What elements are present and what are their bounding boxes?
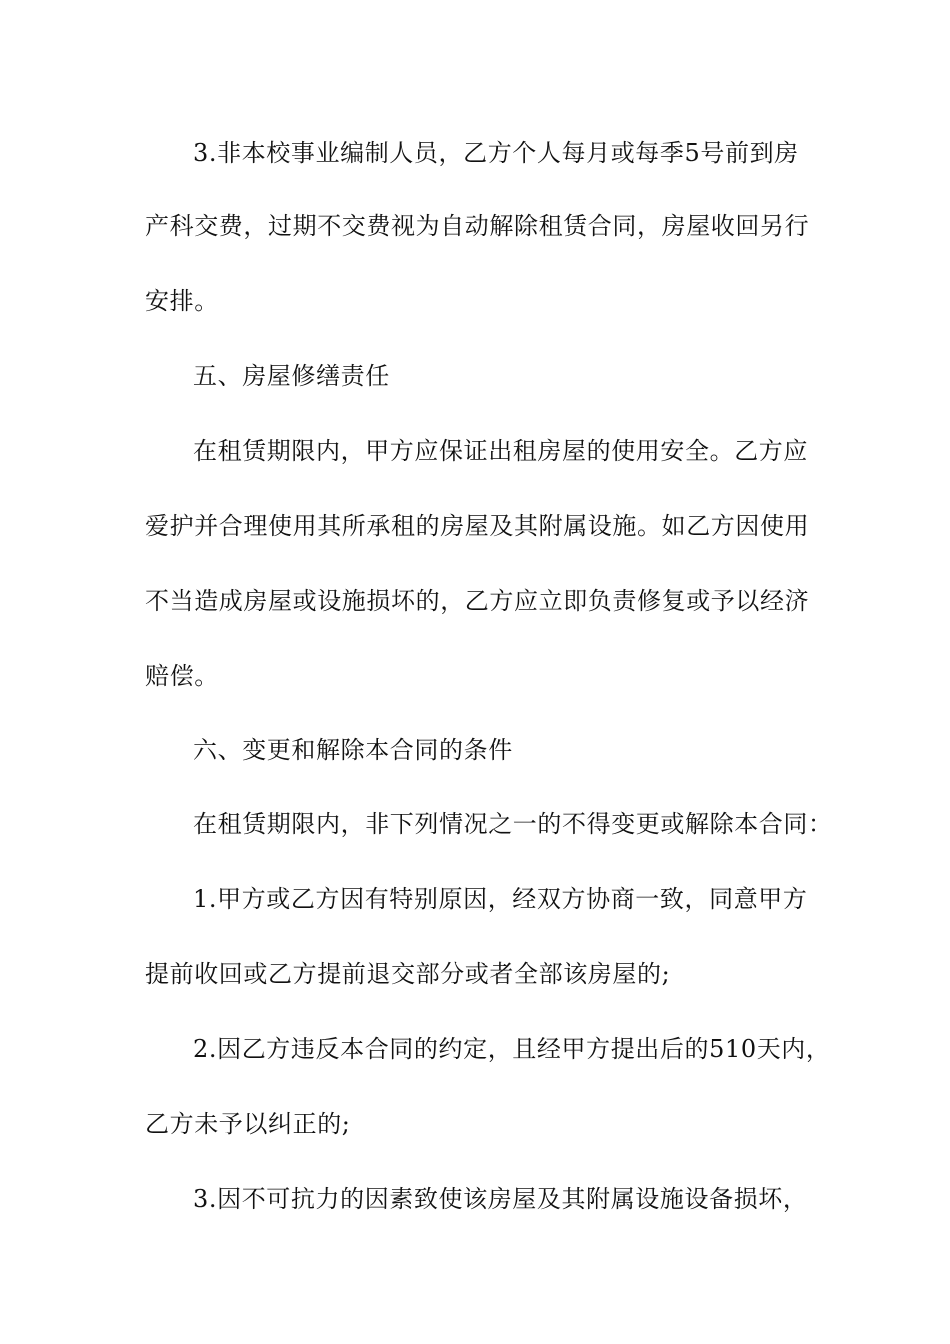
paragraph-line-11: 1.甲方或乙方因有特别原因，经双方协商一致，同意甲方 <box>193 885 808 913</box>
paragraph-line-13: 2.因乙方违反本合同的约定，且经甲方提出后的510天内， <box>193 1035 831 1063</box>
paragraph-line-8: 赔偿。 <box>145 662 219 690</box>
paragraph-line-2: 产科交费，过期不交费视为自动解除租赁合同，房屋收回另行 <box>145 212 810 240</box>
paragraph-line-3: 安排。 <box>145 287 219 315</box>
paragraph-line-14: 乙方未予以纠正的; <box>145 1110 351 1138</box>
paragraph-line-7: 不当造成房屋或设施损坏的，乙方应立即负责修复或予以经济 <box>145 587 810 615</box>
section-heading-6: 六、变更和解除本合同的条件 <box>193 736 513 764</box>
paragraph-line-1: 3.非本校事业编制人员，乙方个人每月或每季5号前到房 <box>193 139 799 167</box>
paragraph-line-15: 3.因不可抗力的因素致使该房屋及其附属设施设备损坏， <box>193 1185 808 1213</box>
paragraph-line-6: 爱护并合理使用其所承租的房屋及其附属设施。如乙方因使用 <box>145 512 810 540</box>
paragraph-line-12: 提前收回或乙方提前退交部分或者全部该房屋的; <box>145 960 671 988</box>
section-heading-5: 五、房屋修缮责任 <box>193 362 390 390</box>
paragraph-line-10: 在租赁期限内，非下列情况之一的不得变更或解除本合同： <box>193 810 833 838</box>
paragraph-line-5: 在租赁期限内，甲方应保证出租房屋的使用安全。乙方应 <box>193 437 808 465</box>
